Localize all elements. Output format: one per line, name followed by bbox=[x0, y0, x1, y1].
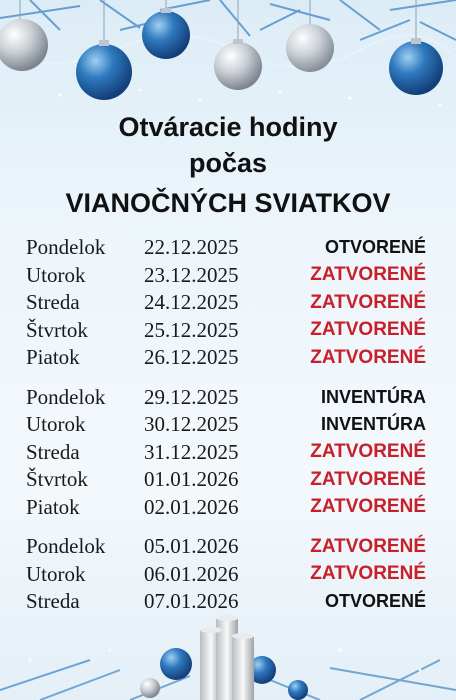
date-label: 31.12.2025 bbox=[144, 439, 239, 464]
title-line-3: VIANOČNÝCH SVIATKOV bbox=[65, 188, 391, 218]
schedule-row bbox=[26, 411, 426, 439]
date-label: 23.12.2025 bbox=[144, 262, 239, 287]
schedule-row bbox=[26, 439, 426, 467]
date-label: 26.12.2025 bbox=[144, 345, 239, 370]
date-label: 30.12.2025 bbox=[144, 412, 239, 437]
day-label: Streda bbox=[26, 589, 80, 614]
day-label: Utorok bbox=[26, 561, 86, 586]
schedule-group bbox=[26, 533, 426, 616]
day-label: Streda bbox=[26, 439, 80, 464]
schedule-group bbox=[26, 384, 426, 522]
status-label: ZATVORENÉ bbox=[310, 441, 426, 463]
schedule-row bbox=[26, 384, 426, 412]
date-label: 24.12.2025 bbox=[144, 290, 239, 315]
title-line-1: Otváracie hodiny bbox=[118, 112, 338, 142]
status-label: OTVORENÉ bbox=[324, 237, 426, 258]
schedule-row bbox=[26, 344, 426, 372]
ornament-balls bbox=[0, 8, 443, 100]
date-label: 02.01.2026 bbox=[144, 494, 239, 519]
day-label: Pondelok bbox=[26, 534, 106, 559]
date-label: 22.12.2025 bbox=[144, 235, 239, 260]
date-label: 01.01.2026 bbox=[144, 467, 239, 492]
status-label: ZATVORENÉ bbox=[310, 346, 426, 368]
status-label: ZATVORENÉ bbox=[310, 563, 426, 585]
date-label: 25.12.2025 bbox=[144, 317, 239, 342]
candles bbox=[200, 615, 254, 700]
day-label: Piatok bbox=[26, 345, 80, 370]
day-label: Pondelok bbox=[26, 384, 106, 409]
schedule-row bbox=[26, 289, 426, 317]
day-label: Štvrtok bbox=[26, 317, 88, 342]
date-label: 29.12.2025 bbox=[144, 384, 239, 409]
status-label: ZATVORENÉ bbox=[310, 535, 426, 557]
day-label: Streda bbox=[26, 290, 80, 315]
schedule-row bbox=[26, 234, 426, 262]
opening-hours-schedule bbox=[26, 234, 426, 628]
status-label: ZATVORENÉ bbox=[310, 291, 426, 313]
schedule-row bbox=[26, 262, 426, 290]
top-branches bbox=[0, 0, 456, 40]
day-label: Utorok bbox=[26, 412, 86, 437]
status-label: OTVORENÉ bbox=[324, 591, 426, 612]
date-label: 05.01.2026 bbox=[144, 534, 239, 559]
schedule-row bbox=[26, 494, 426, 522]
day-label: Pondelok bbox=[26, 235, 106, 260]
schedule-row bbox=[26, 533, 426, 561]
day-label: Štvrtok bbox=[26, 467, 88, 492]
date-label: 07.01.2026 bbox=[144, 589, 239, 614]
status-label: INVENTÚRA bbox=[320, 414, 426, 435]
day-label: Utorok bbox=[26, 262, 86, 287]
garland bbox=[0, 35, 456, 67]
schedule-group bbox=[26, 234, 426, 372]
title-line-2: počas bbox=[188, 148, 268, 178]
bottom-ornaments bbox=[140, 648, 308, 700]
bottom-branches bbox=[0, 660, 456, 700]
status-label: ZATVORENÉ bbox=[310, 468, 426, 490]
schedule-row bbox=[26, 561, 426, 589]
status-label: INVENTÚRA bbox=[320, 386, 426, 407]
schedule-row bbox=[26, 466, 426, 494]
status-label: ZATVORENÉ bbox=[310, 319, 426, 341]
date-label: 06.01.2026 bbox=[144, 561, 239, 586]
status-label: ZATVORENÉ bbox=[310, 264, 426, 286]
day-label: Piatok bbox=[26, 494, 80, 519]
status-label: ZATVORENÉ bbox=[310, 496, 426, 518]
schedule-row bbox=[26, 588, 426, 616]
schedule-row bbox=[26, 317, 426, 345]
